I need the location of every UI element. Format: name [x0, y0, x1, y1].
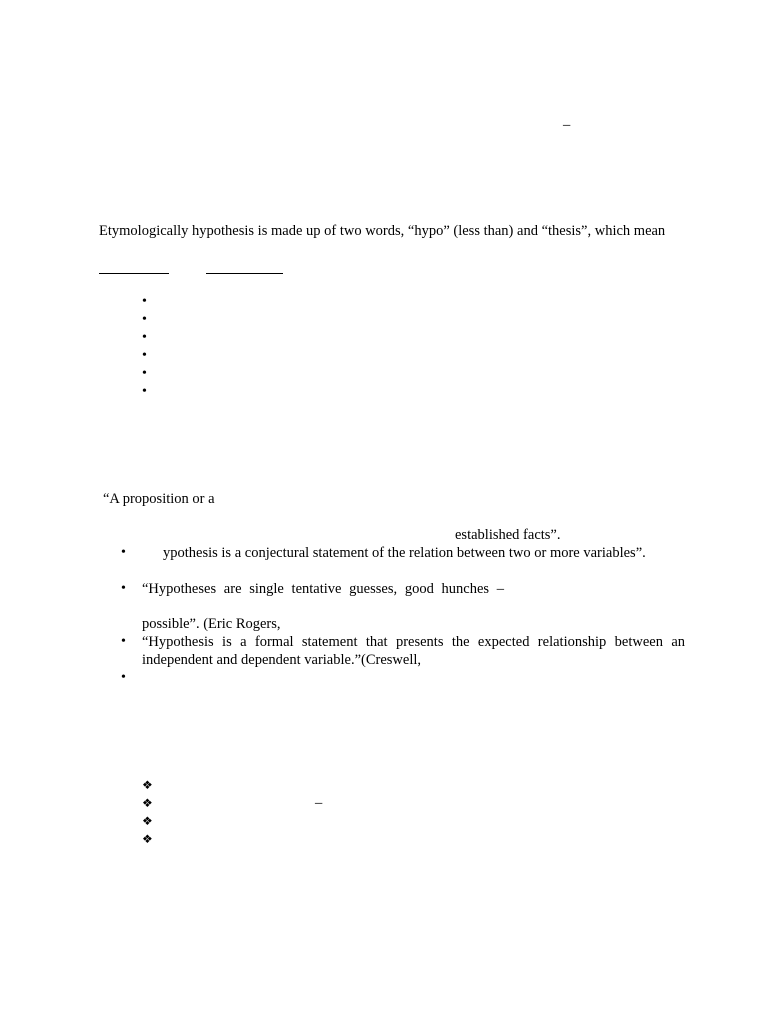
definition-text: “Hypothesis is a formal statement that presents the expected relationship between an [142, 634, 685, 650]
list-bullet: • [142, 366, 147, 381]
header-dash: – [563, 117, 571, 133]
list-bullet: • [142, 312, 147, 327]
quote-start: “A proposition or a [103, 491, 215, 507]
diamond-bullet: ❖ [142, 832, 153, 846]
definition-text: possible”. (Eric Rogers, [142, 616, 281, 632]
intro-paragraph: Etymologically hypothesis is made up of two words, “hypo” (less than) and “thesis”, which mean [99, 223, 666, 239]
diamond-dash: – [315, 795, 323, 811]
definition-text: ypothesis is a conjectural statement of the relation between two or more variables”. [163, 545, 646, 561]
diamond-bullet: ❖ [142, 796, 153, 810]
definition-bullet: • [121, 545, 126, 560]
blank-underline-2 [206, 273, 283, 274]
definition-bullet: • [121, 581, 126, 596]
diamond-bullet: ❖ [142, 814, 153, 828]
list-bullet: • [142, 384, 147, 399]
definition-text: independent and dependent variable.”(Creswell, [142, 652, 422, 668]
definition-text: “Hypotheses are single tentative guesses, good hunches – [142, 581, 504, 597]
quote-end: established facts”. [455, 527, 561, 543]
definition-bullet: • [121, 670, 126, 685]
list-bullet: • [142, 294, 147, 309]
list-bullet: • [142, 330, 147, 345]
definition-bullet: • [121, 634, 126, 649]
blank-underline-1 [99, 273, 169, 274]
diamond-bullet: ❖ [142, 778, 153, 792]
list-bullet: • [142, 348, 147, 363]
